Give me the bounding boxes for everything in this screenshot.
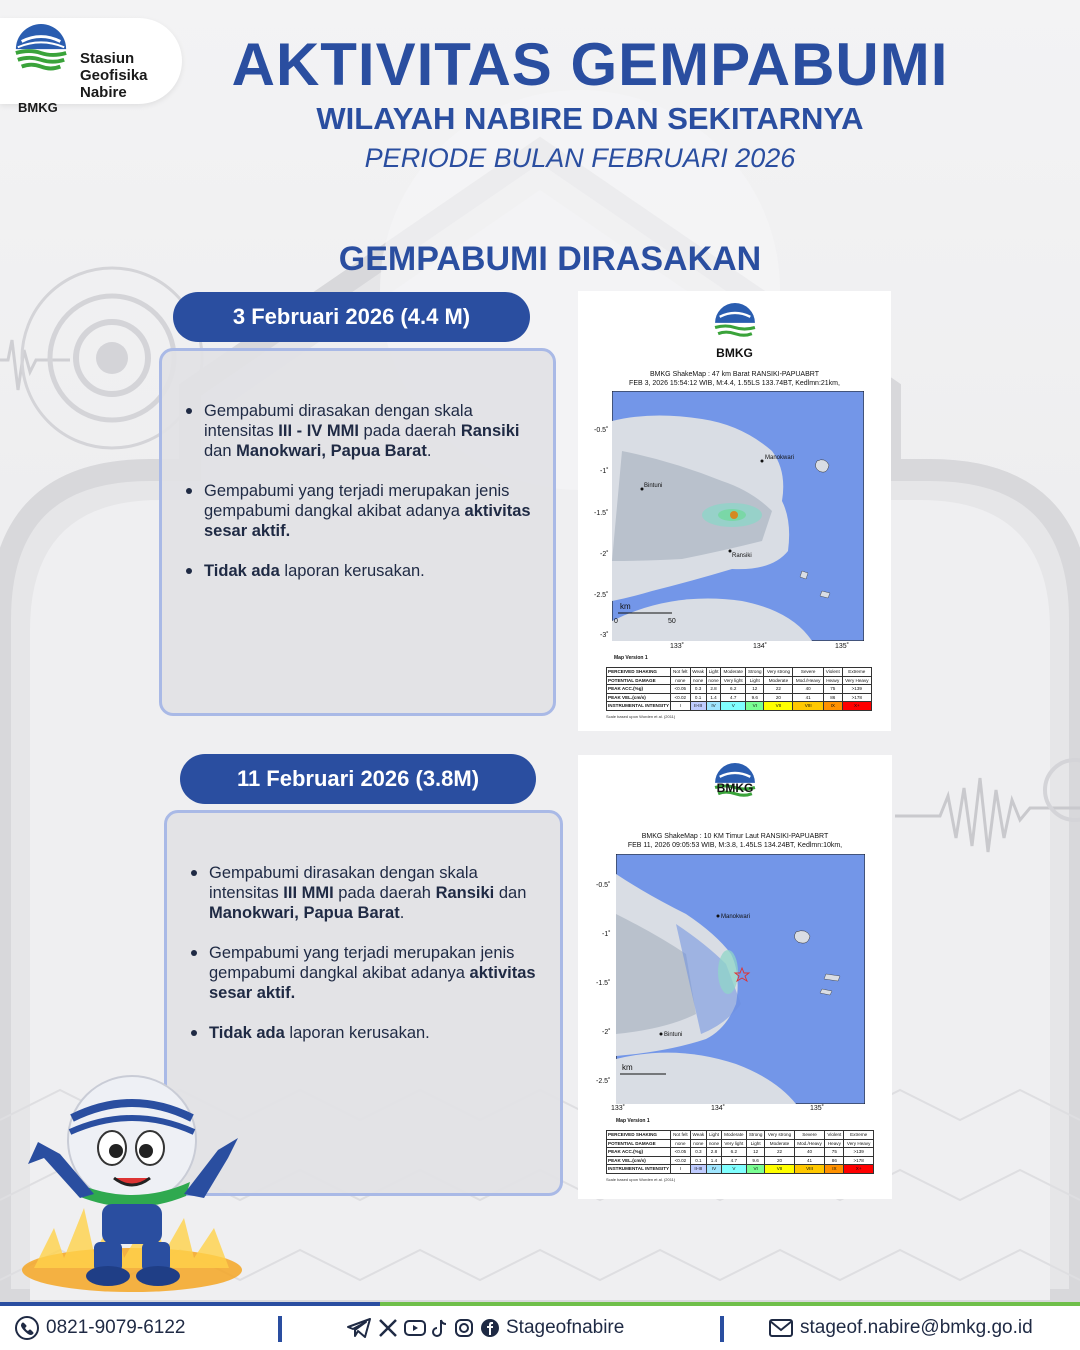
mmi-scale-cell: Strong xyxy=(746,1131,764,1140)
mmi-scale-cell: 9.6 xyxy=(746,693,764,702)
section-title: GEMPABUMI DIRASAKAN xyxy=(338,240,762,278)
lat-tick: -3˚ xyxy=(600,632,609,639)
station-name-line-1: Stasiun xyxy=(80,50,135,67)
shakemap-brand: BMKG xyxy=(716,781,754,795)
mmi-scale-cell: none xyxy=(690,1139,706,1148)
mmi-scale-row xyxy=(607,1156,874,1165)
mmi-scale-cell: IV xyxy=(707,1165,722,1174)
mmi-scale-cell: >178 xyxy=(844,1156,874,1165)
mmi-scale-cell: 12 xyxy=(746,685,764,694)
place-label: Bintuni xyxy=(664,1032,683,1038)
shakemap-subtitle: FEB 11, 2026 09:05:53 WIB, M:3.8, 1.45LS 134.24BT, Kedlmn:10km, xyxy=(627,842,843,849)
scale-bar-unit: km xyxy=(620,602,631,611)
mmi-scale-cell: Very Heavy xyxy=(842,676,871,685)
mmi-scale-cell: 0.3 xyxy=(690,1148,706,1157)
footer-email[interactable] xyxy=(768,1306,1033,1350)
shakemap-title: BMKG ShakeMap : 47 km Barat RANSIKI-PAPUABRT xyxy=(650,371,819,378)
mmi-scale-cell: Not felt xyxy=(671,1131,691,1140)
scale-bar-zero: 0 xyxy=(614,618,618,625)
mmi-scale-row xyxy=(607,1131,874,1140)
mmi-row-label: PERCEIVED SHAKING xyxy=(607,1131,671,1140)
mmi-scale-cell: IV xyxy=(706,702,721,711)
mmi-scale-cell: none xyxy=(671,1139,691,1148)
mmi-scale-row xyxy=(607,1148,874,1157)
mmi-scale-cell: Violent xyxy=(825,1131,844,1140)
shakemap-brand: BMKG xyxy=(716,346,753,360)
mmi-scale-cell: VI xyxy=(746,702,764,711)
mmi-scale-cell: 86 xyxy=(825,1156,844,1165)
place-label: Ransiki xyxy=(732,553,752,559)
place-label: Bintuni xyxy=(644,483,663,489)
scale-note: Scale based upon Worden et al. (2011) xyxy=(606,714,676,719)
event-1-bullet-cause: Gempabumi yang terjadi merupakan jenis gempabumi dangkal akibat adanya aktivitas sesar aktif. xyxy=(182,481,532,541)
mmi-scale-cell: II-III xyxy=(690,1165,706,1174)
mmi-scale-cell: 1.4 xyxy=(706,693,721,702)
mmi-scale-cell: Light xyxy=(746,1139,764,1148)
lat-tick: -1.5˚ xyxy=(594,510,609,517)
mmi-scale-cell: 20 xyxy=(765,1156,794,1165)
shakemap-subtitle: FEB 3, 2026 15:54:12 WIB, M:4.4, 1.55LS 133.74BT, Kedlmn:21km, xyxy=(629,380,840,387)
mmi-scale-cell: <0.02 xyxy=(671,693,690,702)
place-label: Manokwari xyxy=(721,914,751,920)
lon-tick: 135˚ xyxy=(835,643,850,650)
mmi-scale-cell: 9.6 xyxy=(746,1156,764,1165)
mmi-scale-cell: 2.8 xyxy=(706,685,721,694)
mmi-scale-cell: II-III xyxy=(690,702,706,711)
mmi-scale-cell: 4.7 xyxy=(721,1156,746,1165)
mmi-scale-cell: 75 xyxy=(825,1148,844,1157)
mmi-scale-cell: 75 xyxy=(823,685,842,694)
facebook-icon xyxy=(480,1318,500,1338)
mmi-scale-cell: >139 xyxy=(844,1148,874,1157)
telegram-icon xyxy=(346,1317,372,1339)
lon-tick: 134˚ xyxy=(753,643,768,650)
mmi-scale-cell: 2.8 xyxy=(707,1148,722,1157)
mmi-scale-cell: Light xyxy=(706,668,721,677)
mmi-row-label: PEAK VEL.(cm/s) xyxy=(607,693,671,702)
event-1-map-image xyxy=(612,391,864,641)
mmi-scale-cell: Violent xyxy=(823,668,842,677)
event-1-date-badge: 3 Februari 2026 (4.4 M) xyxy=(173,292,530,342)
mmi-scale-cell: Weak xyxy=(690,1131,706,1140)
footer-phone[interactable] xyxy=(14,1306,185,1350)
scale-note: Scale based upon Worden et al. (2011) xyxy=(606,1177,676,1182)
mmi-scale-cell: Very strong xyxy=(765,1131,794,1140)
mmi-scale-cell: Light xyxy=(707,1131,722,1140)
mmi-scale-cell: Heavy xyxy=(823,676,842,685)
youtube-icon xyxy=(404,1318,426,1338)
mmi-scale-row xyxy=(607,693,872,702)
phone-icon xyxy=(14,1315,40,1341)
bmkg-logo-icon xyxy=(712,303,758,349)
station-name xyxy=(80,50,148,101)
mmi-scale-cell: Severe xyxy=(794,1131,825,1140)
mmi-scale-cell: 6.2 xyxy=(721,685,746,694)
mmi-scale-cell: Not felt xyxy=(671,668,690,677)
mail-icon xyxy=(768,1318,794,1338)
mmi-scale-cell: 20 xyxy=(764,693,793,702)
mmi-scale-cell: 22 xyxy=(764,685,793,694)
mmi-scale-cell: 22 xyxy=(765,1148,794,1157)
mmi-scale-cell: VIII xyxy=(793,702,823,711)
mmi-scale-cell: 40 xyxy=(794,1148,825,1157)
mmi-row-label: PERCEIVED SHAKING xyxy=(607,668,671,677)
lat-tick: -2.5˚ xyxy=(596,1078,611,1085)
mmi-row-label: INSTRUMENTAL INTENSITY xyxy=(608,1166,670,1172)
event-2-bullet-cause: Gempabumi yang terjadi merupakan jenis gempabumi dangkal akibat adanya aktivitas sesar aktif. xyxy=(187,943,537,1003)
footer-divider xyxy=(720,1316,724,1342)
mmi-scale-cell: 1.4 xyxy=(707,1156,722,1165)
mmi-scale-cell: 86 xyxy=(823,693,842,702)
mmi-scale-row xyxy=(607,1139,874,1148)
event-2-bullet-intensity: Gempabumi dirasakan dengan skala intensitas III MMI pada daerah Ransiki dan Manokwari, Papua Barat. xyxy=(187,863,537,923)
event-1-shakemap xyxy=(578,291,891,731)
mmi-scale-cell: <0.05 xyxy=(671,685,690,694)
mmi-scale-cell: none xyxy=(690,676,706,685)
mmi-scale-cell: 0.1 xyxy=(690,1156,706,1165)
tiktok-icon xyxy=(432,1318,448,1338)
lon-tick: 133˚ xyxy=(670,643,685,650)
footer-divider xyxy=(278,1316,282,1342)
mmi-scale-cell: none xyxy=(671,676,690,685)
shakemap-title: BMKG ShakeMap : 10 KM Timur Laut RANSIKI-PAPUABRT xyxy=(641,833,829,840)
lat-tick: -2˚ xyxy=(600,551,609,558)
mmi-scale-cell: 41 xyxy=(793,693,823,702)
mmi-scale-cell: Moderate xyxy=(721,668,746,677)
instagram-icon xyxy=(454,1318,474,1338)
lon-tick: 134˚ xyxy=(711,1105,726,1112)
mmi-scale-cell: Moderate xyxy=(721,1131,746,1140)
lat-tick: -2.5˚ xyxy=(594,592,609,599)
station-logo xyxy=(0,18,182,115)
scale-bar-unit: km xyxy=(622,1063,633,1072)
lat-tick: -0.5˚ xyxy=(596,882,611,889)
station-name-line-2: Geofisika xyxy=(80,67,148,84)
logo-org-name: BMKG xyxy=(18,100,58,115)
mmi-scale-cell: Very Heavy xyxy=(844,1139,874,1148)
mmi-scale-cell: VI xyxy=(746,1165,764,1174)
mmi-scale-cell: V xyxy=(721,1165,746,1174)
mmi-scale-cell: IX xyxy=(823,702,842,711)
period-label: PERIODE BULAN FEBRUARI 2026 xyxy=(364,143,796,173)
mmi-scale-cell: I xyxy=(671,702,690,711)
mmi-scale-cell: <0.02 xyxy=(671,1156,691,1165)
mmi-scale-cell: Weak xyxy=(690,668,706,677)
lat-tick: -1˚ xyxy=(602,931,611,938)
place-label: Manokwari xyxy=(765,455,795,461)
phone-number: 0821-9079-6122 xyxy=(46,1317,186,1338)
mmi-scale-cell: <0.05 xyxy=(671,1148,691,1157)
mmi-scale-cell: Moderate xyxy=(764,676,793,685)
mmi-scale-table xyxy=(606,667,872,711)
mmi-row-label: POTENTIAL DAMAGE xyxy=(607,676,671,685)
lat-tick: -1.5˚ xyxy=(596,980,611,987)
mmi-scale-row xyxy=(607,668,872,677)
page-title: AKTIVITAS GEMPABUMI xyxy=(231,31,949,98)
mmi-scale-cell: 4.7 xyxy=(721,693,746,702)
mmi-scale-cell: I xyxy=(671,1165,691,1174)
event-2-shakemap xyxy=(578,755,892,1199)
mmi-scale-cell: 12 xyxy=(746,1148,764,1157)
mmi-scale-cell: V xyxy=(721,702,746,711)
map-version: Map Version 1 xyxy=(614,655,648,661)
event-2-bullet-damage: Tidak ada laporan kerusakan. xyxy=(187,1023,537,1043)
footer xyxy=(0,1306,1080,1350)
mmi-scale-cell: Moderate xyxy=(765,1139,794,1148)
mmi-scale-cell: Extreme xyxy=(842,668,871,677)
mmi-scale-cell: 41 xyxy=(794,1156,825,1165)
mmi-row-label: INSTRUMENTAL INTENSITY xyxy=(608,703,670,709)
footer-social[interactable] xyxy=(346,1306,624,1350)
bmkg-mascot-illustration xyxy=(14,1058,244,1298)
mmi-scale-table xyxy=(606,1130,874,1174)
mmi-scale-row xyxy=(607,702,872,711)
mmi-scale-cell: 40 xyxy=(793,685,823,694)
mmi-scale-cell: Strong xyxy=(746,668,764,677)
mmi-scale-cell: VII xyxy=(764,702,793,711)
mmi-scale-cell: Very light xyxy=(721,1139,746,1148)
mmi-row-label: POTENTIAL DAMAGE xyxy=(607,1139,671,1148)
event-2-map-image xyxy=(616,854,865,1104)
station-name-line-3: Nabire xyxy=(80,84,127,101)
mmi-scale-cell: Extreme xyxy=(844,1131,874,1140)
social-handle: Stageofnabire xyxy=(506,1317,625,1338)
mmi-scale-cell: >139 xyxy=(842,685,871,694)
mmi-scale-cell: Heavy xyxy=(825,1139,844,1148)
mmi-row-label: PEAK VEL.(cm/s) xyxy=(607,1156,671,1165)
mmi-scale-cell: Mod./Heavy xyxy=(793,676,823,685)
mmi-scale-cell: none xyxy=(706,676,721,685)
mmi-scale-row xyxy=(607,676,872,685)
lon-tick: 133˚ xyxy=(611,1105,626,1112)
mmi-scale-row xyxy=(607,1165,874,1174)
event-1-info-card xyxy=(159,348,556,716)
lon-tick: 135˚ xyxy=(810,1105,825,1112)
event-2-date-badge: 11 Februari 2026 (3.8M) xyxy=(180,754,536,804)
mmi-scale-cell: >178 xyxy=(842,693,871,702)
event-1-bullet-damage: Tidak ada laporan kerusakan. xyxy=(182,561,532,581)
bmkg-logo-icon xyxy=(12,24,70,84)
lat-tick: -1˚ xyxy=(600,468,609,475)
mmi-scale-cell: Mod./Heavy xyxy=(794,1139,825,1148)
mmi-scale-row xyxy=(607,685,872,694)
page-subtitle: WILAYAH NABIRE DAN SEKITARNYA xyxy=(316,101,864,136)
event-1-bullet-intensity: Gempabumi dirasakan dengan skala intensitas III - IV MMI pada daerah Ransiki dan Manokwari, Papua Barat. xyxy=(182,401,532,461)
mmi-scale-cell: VII xyxy=(765,1165,794,1174)
mmi-scale-cell: 0.3 xyxy=(690,685,706,694)
mmi-scale-cell: Severe xyxy=(793,668,823,677)
email-address: stageof.nabire@bmkg.go.id xyxy=(800,1317,1033,1338)
mmi-row-label: PEAK ACC.(%g) xyxy=(607,1148,671,1157)
x-icon xyxy=(378,1318,398,1338)
mmi-scale-cell: Very light xyxy=(721,676,746,685)
mmi-scale-cell: X+ xyxy=(842,702,871,711)
lat-tick: -2˚ xyxy=(602,1029,611,1036)
scale-bar-fifty: 50 xyxy=(668,618,676,625)
mmi-row-label: PEAK ACC.(%g) xyxy=(607,685,671,694)
mmi-scale-cell: none xyxy=(707,1139,722,1148)
map-version: Map Version 1 xyxy=(616,1118,650,1124)
mmi-scale-cell: Light xyxy=(746,676,764,685)
lat-tick: -0.5˚ xyxy=(594,427,609,434)
mmi-scale-cell: IX xyxy=(825,1165,844,1174)
mmi-scale-cell: 0.1 xyxy=(690,693,706,702)
mmi-scale-cell: VIII xyxy=(794,1165,825,1174)
mmi-scale-cell: Very strong xyxy=(764,668,793,677)
mmi-scale-cell: 6.2 xyxy=(721,1148,746,1157)
mmi-scale-cell: X+ xyxy=(844,1165,874,1174)
